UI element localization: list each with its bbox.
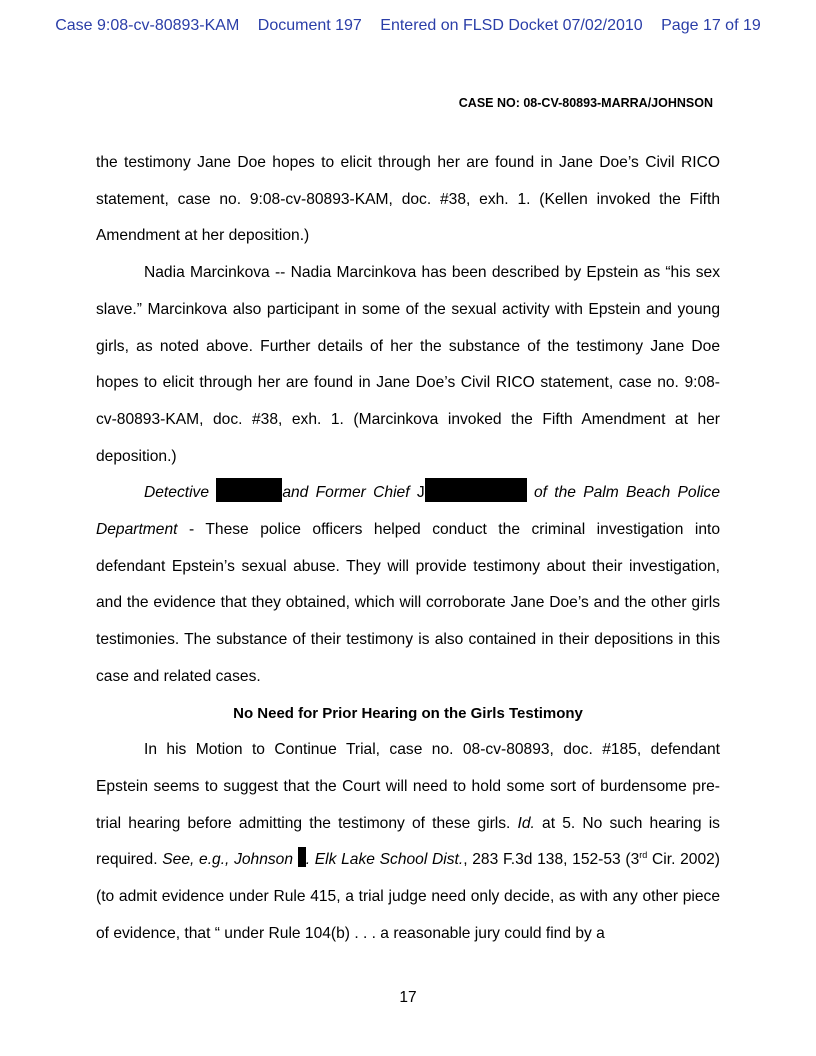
stamp-document: Document 197: [257, 17, 362, 34]
stamp-case: Case 9:08-cv-80893-KAM: [55, 17, 240, 34]
ordinal-superscript: rd: [639, 850, 648, 861]
document-body: [96, 145, 720, 952]
page-number: 17: [399, 989, 417, 1006]
redaction-block: [298, 847, 306, 867]
redaction-block: [425, 478, 527, 502]
former-chief-label: and Former Chief: [282, 484, 410, 502]
docket-stamp: [0, 17, 816, 35]
case-name: . Elk Lake School Dist.: [305, 851, 464, 869]
paragraph-hearing: [96, 732, 720, 952]
citation: , 283 F.3d 138, 152-53 (3: [463, 851, 640, 869]
stamp-entered: Entered on FLSD Docket 07/02/2010: [380, 17, 643, 34]
police-department-label: of the Palm Beach Police Department: [96, 484, 720, 539]
stamp-page: Page 17 of 19: [661, 17, 761, 34]
see-citation: See, e.g., Johnson: [162, 851, 294, 869]
case-number-header: CASE NO: 08-CV-80893-MARRA/JOHNSON: [458, 96, 713, 110]
redaction-block: [216, 478, 282, 502]
paragraph-kellen: the testimony Jane Doe hopes to elicit through her are found in Jane Doe’s Civil RICO statement, case no. 9:08-cv-80893-KAM, doc. #38, exh. 1. (Kellen invoked the Fifth Amendment at her deposition.): [96, 154, 720, 245]
hearing-intro: In his Motion to Continue Trial, case no. 08-cv-80893, doc. #185, defendant Epstein seems to suggest that the Court will need to hold some sort of burdensome pre-trial hearing before admitting the testimony of these girls.: [96, 741, 720, 832]
paragraph-marcinkova: Nadia Marcinkova -- Nadia Marcinkova has been described by Epstein as “his sex slave.” Marcinkova also participant in some of the sexual activity with Epstein and young girls, as noted above. Further details of her the substance of the testimony Jane Doe hopes to elicit through her are found in Jane Doe’s Civil RICO statement, case no. 9:08-cv-80893-KAM, doc. #38, exh. 1. (Marcinkova invoked the Fifth Amendment at her deposition.): [96, 264, 720, 465]
id-citation: Id.: [517, 814, 535, 832]
hearing-mid: at 5. No such hearing is required.: [96, 814, 720, 869]
citation-continued: Cir. 2002) (to admit evidence under Rule 415, a trial judge need only decide, as with any other piece of evidence, that “ under Rule 104(b) . . . a reasonable jury could find by a: [96, 851, 720, 942]
police-paragraph-text: - These police officers helped conduct the criminal investigation into defendant Epstein’s sexual abuse. They will provide testimony about their investigation, and the evidence that they obtained, which will corroborate Jane Doe’s and the other girls testimonies. The substance of their testimony is also contained in their depositions in this case and related cases.: [96, 521, 720, 685]
paragraph-police: [96, 475, 720, 695]
chief-initial: J: [416, 484, 425, 502]
detective-label: Detective: [144, 484, 210, 502]
section-heading: No Need for Prior Hearing on the Girls Testimony: [233, 704, 583, 722]
